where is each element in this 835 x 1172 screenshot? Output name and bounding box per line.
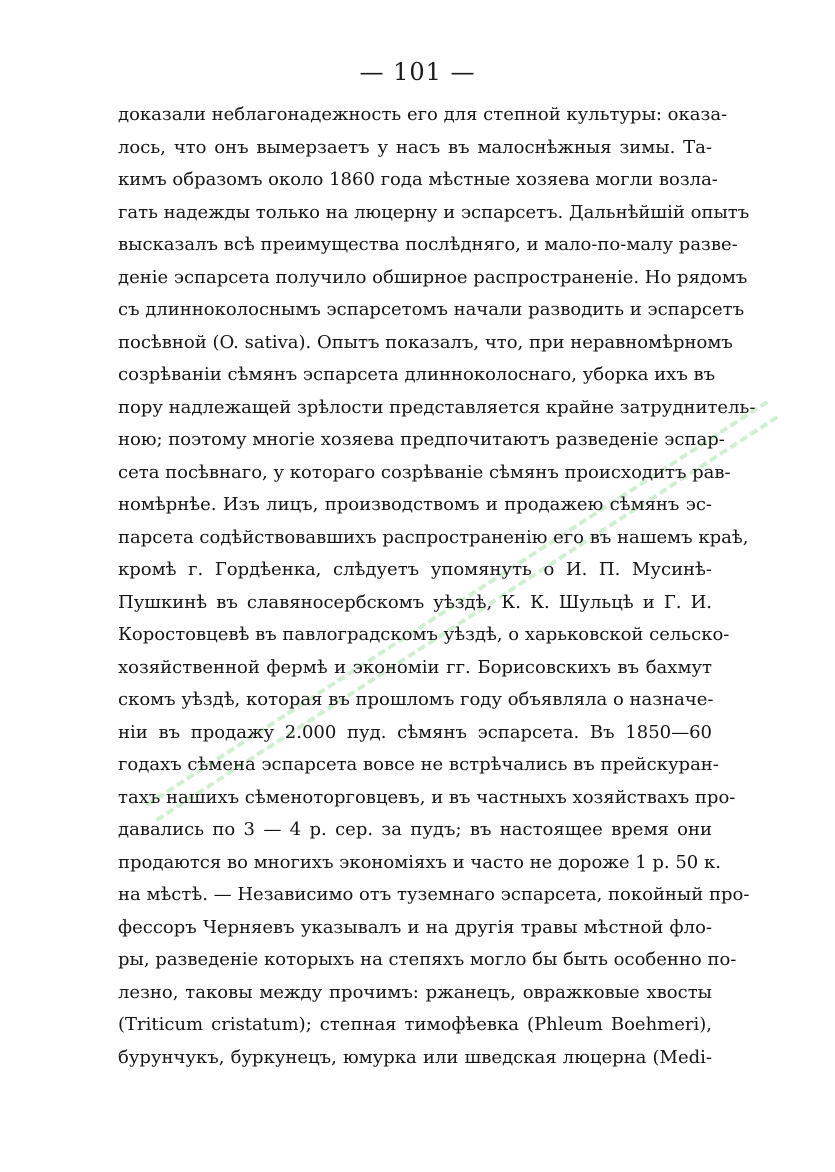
text-line: хозяйственной фермѣ и экономіи гг. Борисовскихъ въ бахмут: [118, 656, 712, 678]
text-line: доказали неблагонадежность его для степной культуры: оказа-: [118, 104, 728, 125]
text-line: продаются во многихъ экономіяхъ и часто не дороже 1 р. 50 к.: [118, 851, 721, 873]
text-line: (Triticum cristatum); степная тимофѣевка (Phleum Boehmeri),: [118, 1014, 712, 1035]
text-line: тахъ нашихъ сѣменоторговцевъ, и въ частныхъ хозяйствахъ про-: [118, 786, 736, 808]
text-line: ною; поэтому многіе хозяева предпочитаютъ разведеніе эспар-: [118, 429, 725, 450]
text-line: лезно, таковы между прочимъ: ржанецъ, овражковые хвосты: [118, 981, 712, 1003]
text-line: ніи въ продажу 2.000 пуд. сѣмянъ эспарсета. Въ 1850—60: [118, 721, 712, 743]
text-line: бурунчукъ, буркунецъ, юмурка или шведская люцерна (Medi-: [118, 1046, 712, 1068]
text-line: посѣвной (O. sativa). Опытъ показалъ, что, при неравномѣрномъ: [118, 331, 733, 353]
page-number: — 101 —: [359, 58, 476, 86]
text-line: лось, что онъ вымерзаетъ у насъ въ малоснѣжныя зимы. Та-: [118, 136, 712, 158]
text-line: давались по 3 — 4 р. сер. за пудъ; въ настоящее время они: [118, 819, 712, 840]
text-line: созрѣваніи сѣмянъ эспарсета длинноколоснаго, уборка ихъ въ: [118, 364, 716, 385]
text-line: кромѣ г. Гордѣенка, слѣдуетъ упомянуть о И. П. Мусинѣ-: [118, 559, 712, 580]
text-line: на мѣстѣ. — Независимо отъ туземнаго эспарсета, покойный про-: [118, 884, 750, 905]
text-line: кимъ образомъ около 1860 года мѣстные хозяева могли возла-: [118, 169, 718, 190]
text-line: скомъ уѣздѣ, которая въ прошломъ году объявляла о назначе-: [118, 689, 714, 710]
text-line: ры, разведеніе которыхъ на степяхъ могло бы быть особенно по-: [118, 949, 737, 970]
text-line: гать надежды только на люцерну и эспарсетъ. Дальнѣйшій опытъ: [118, 201, 750, 223]
text-line: Пушкинѣ въ славяносербскомъ уѣздѣ, К. К. Шульцѣ и Г. И.: [118, 591, 712, 613]
text-line: парсета содѣйствовавшихъ распространенію его въ нашемъ краѣ,: [118, 526, 749, 548]
text-line: высказалъ всѣ преимущества послѣдняго, и мало-по-малу разве-: [118, 234, 738, 255]
text-line: пору надлежащей зрѣлости представляется крайне затруднитель-: [118, 396, 756, 418]
body-text: [118, 99, 756, 1074]
text-line: фессоръ Черняевъ указывалъ и на другія травы мѣстной фло-: [118, 916, 712, 938]
text-line: Коростовцевѣ въ павлоградскомъ уѣздѣ, о харьковской сельско-: [118, 624, 730, 645]
text-line: съ длинноколоснымъ эспарсетомъ начали разводить и эспарсетъ: [118, 299, 745, 320]
text-line: годахъ сѣмена эспарсета вовсе не встрѣчались въ прейскуран-: [118, 754, 719, 775]
text-line: номѣрнѣе. Изъ лицъ, производствомъ и продажею сѣмянъ эс-: [118, 494, 712, 515]
text-line: сета посѣвнаго, у котораго созрѣваніе сѣмянъ происходитъ рав-: [118, 461, 731, 483]
text-line: деніе эспарсета получило обширное распространеніе. Но рядомъ: [118, 266, 748, 288]
